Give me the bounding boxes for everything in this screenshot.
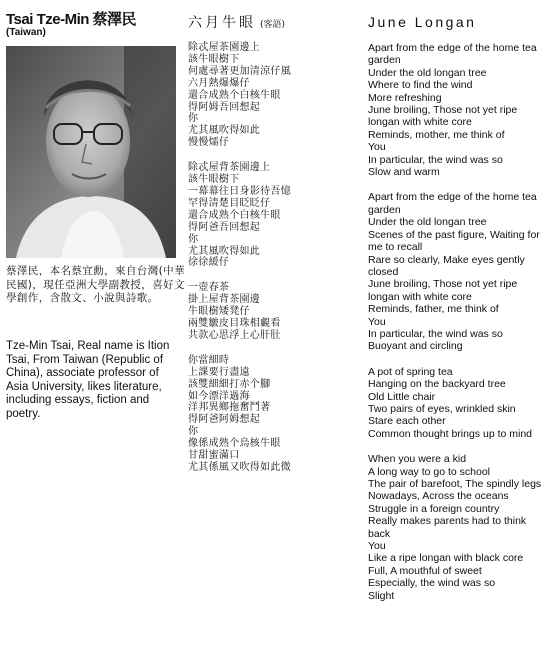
- author-portrait-image: [6, 46, 176, 258]
- poem-line: Full, A mouthful of sweet: [368, 564, 482, 577]
- poem-line: 你: [188, 233, 199, 245]
- poem-line: You: [368, 315, 386, 328]
- poem-hakka-title-block: [188, 12, 285, 32]
- poem-hakka-subtitle: (客語): [260, 20, 286, 30]
- poem-line: 該牛眼樹下: [188, 53, 240, 65]
- poem-line: 牛眼樹矮凳仔: [188, 306, 250, 318]
- poem-line: When you were a kid: [368, 453, 467, 466]
- poem-line: 該雙細細打赤个腳: [188, 378, 271, 390]
- author-bio-english: Tze-Min Tsai, Real name is Ition Tsai, From Taiwan (Republic of China), associate professor of Asia University, likes literature, including essays, fiction and poetry.: [6, 340, 170, 420]
- poem-line: 還合成熟个白核牛眼: [188, 89, 281, 101]
- poem-line: 罕得清楚目眨眨仔: [188, 197, 271, 209]
- poem-line: 尤其係風又吹得如此微: [188, 462, 291, 473]
- poem-line: Nowadays, Across the oceans: [368, 490, 509, 503]
- poem-hakka-title: 六月牛眼: [188, 15, 256, 31]
- stanza: [188, 42, 338, 149]
- author-name: Tsai Tze-Min 蔡澤民: [6, 11, 137, 28]
- poem-line: 掛上屋背茶園邊: [188, 294, 261, 306]
- poem-line: 甘甜蜜滿口: [188, 450, 240, 462]
- poem-line: 六月熱爆爆仔: [188, 77, 250, 89]
- poem-line: Buoyant and circling: [368, 340, 463, 353]
- poem-line: Really makes parents had to think back: [368, 515, 527, 540]
- poem-line: Hanging on the backyard tree: [368, 378, 506, 391]
- poem-line: Struggle in a foreign country: [368, 502, 500, 515]
- poem-line: 除忒屋背茶園邊上: [188, 162, 271, 174]
- poem-line: Under the old longan tree: [368, 216, 487, 229]
- poem-line: June broiling, Those not yet ripe longan with white core: [368, 104, 518, 129]
- poem-line: 尤其風吹得如此: [188, 245, 261, 257]
- poem-line: Reminds, mother, me think of: [368, 128, 505, 141]
- poem-line: The pair of barefoot, The spindly legs: [368, 478, 542, 490]
- poem-line: Scenes of the past figure, Waiting for me to recall: [368, 228, 540, 254]
- poem-line: In particular, the wind was so: [368, 327, 503, 340]
- poem-line: 兩雙皺皮目珠相覷看: [188, 318, 281, 330]
- poem-line: 該牛眼樹下: [188, 174, 240, 186]
- poem-line: 得阿爸阿姆想起: [188, 414, 261, 426]
- poem-english-title: June Longan: [368, 14, 477, 30]
- poem-hakka-body: [188, 42, 338, 487]
- poem-line: Two pairs of eyes, wrinkled skin: [368, 402, 516, 415]
- author-country: (Taiwan): [6, 27, 46, 38]
- poem-line: 洋邦異鄉拖奮鬥著: [188, 402, 271, 414]
- poem-english-body: [368, 42, 548, 615]
- poem-line: 得阿姆吾回想起: [188, 101, 261, 113]
- poem-line: 一壺春茶: [188, 282, 230, 294]
- poem-line: Common thought brings up to mind: [368, 427, 533, 440]
- poem-line: 慢慢燸仔: [188, 137, 230, 149]
- stanza: [368, 453, 548, 602]
- poem-line: Reminds, father, me think of: [368, 303, 499, 316]
- poem-line: Especially, the wind was so: [368, 577, 496, 590]
- poem-line: Old Little chair: [368, 390, 436, 403]
- poem-line: June broiling, Those not yet ripe longan with white core: [368, 278, 518, 303]
- poem-line: 一幕幕往日身影待吾憶: [188, 185, 291, 197]
- poem-line: Slight: [368, 589, 395, 602]
- author-photo: [6, 46, 176, 258]
- poem-line: 還合成熟个白核牛眼: [188, 209, 281, 221]
- poem-line: Slow and warm: [368, 166, 440, 179]
- poem-line: 得阿爸吾回想起: [188, 221, 261, 233]
- stanza: [368, 191, 548, 352]
- poem-line: 尤其風吹得如此: [188, 125, 261, 137]
- poem-line: Where to find the wind: [368, 79, 473, 92]
- poem-line: Under the old longan tree: [368, 66, 487, 79]
- poem-line: 你: [188, 113, 199, 125]
- poem-line: Apart from the edge of the home tea garden: [368, 191, 537, 216]
- stanza: [188, 282, 338, 342]
- poem-line: Stare each other: [368, 415, 446, 428]
- stanza: [368, 42, 548, 178]
- poem-line: Apart from the edge of the home tea garden: [368, 42, 537, 67]
- poem-line: You: [368, 540, 386, 553]
- poem-line: A long way to go to school: [368, 465, 490, 478]
- poem-line: 如今漂洋過海: [188, 390, 250, 402]
- poem-line: 何處尋著更加清涼仔風: [188, 65, 291, 77]
- poem-line: Rare so clearly, Make eyes gently closed: [368, 253, 525, 278]
- poem-line: 除忒屋茶園邊上: [188, 42, 261, 53]
- poem-line: You: [368, 141, 386, 154]
- poem-line: In particular, the wind was so: [368, 153, 503, 166]
- poem-line: A pot of spring tea: [368, 365, 453, 378]
- stanza: [188, 355, 338, 474]
- stanza: [188, 162, 338, 269]
- poem-line: 像係成熟个烏核牛眼: [188, 438, 281, 450]
- poem-line: Like a ripe longan with black core: [368, 552, 524, 565]
- poem-line: 你當細時: [188, 354, 230, 366]
- author-bio-chinese: 蔡澤民，本名蔡宜勳，來自台灣(中華民國)，現任亞洲大學副教授，喜好文學創作，含散文、小說與詩歌。: [6, 265, 185, 304]
- poem-line: 上課要行盡遠: [188, 366, 250, 378]
- stanza: [368, 366, 548, 440]
- poem-line: 徐徐緩仔: [188, 257, 230, 269]
- poem-line: 共款心思浮上心肝肚: [188, 329, 281, 341]
- poem-line: 你: [188, 426, 199, 438]
- poem-line: More refreshing: [368, 91, 442, 104]
